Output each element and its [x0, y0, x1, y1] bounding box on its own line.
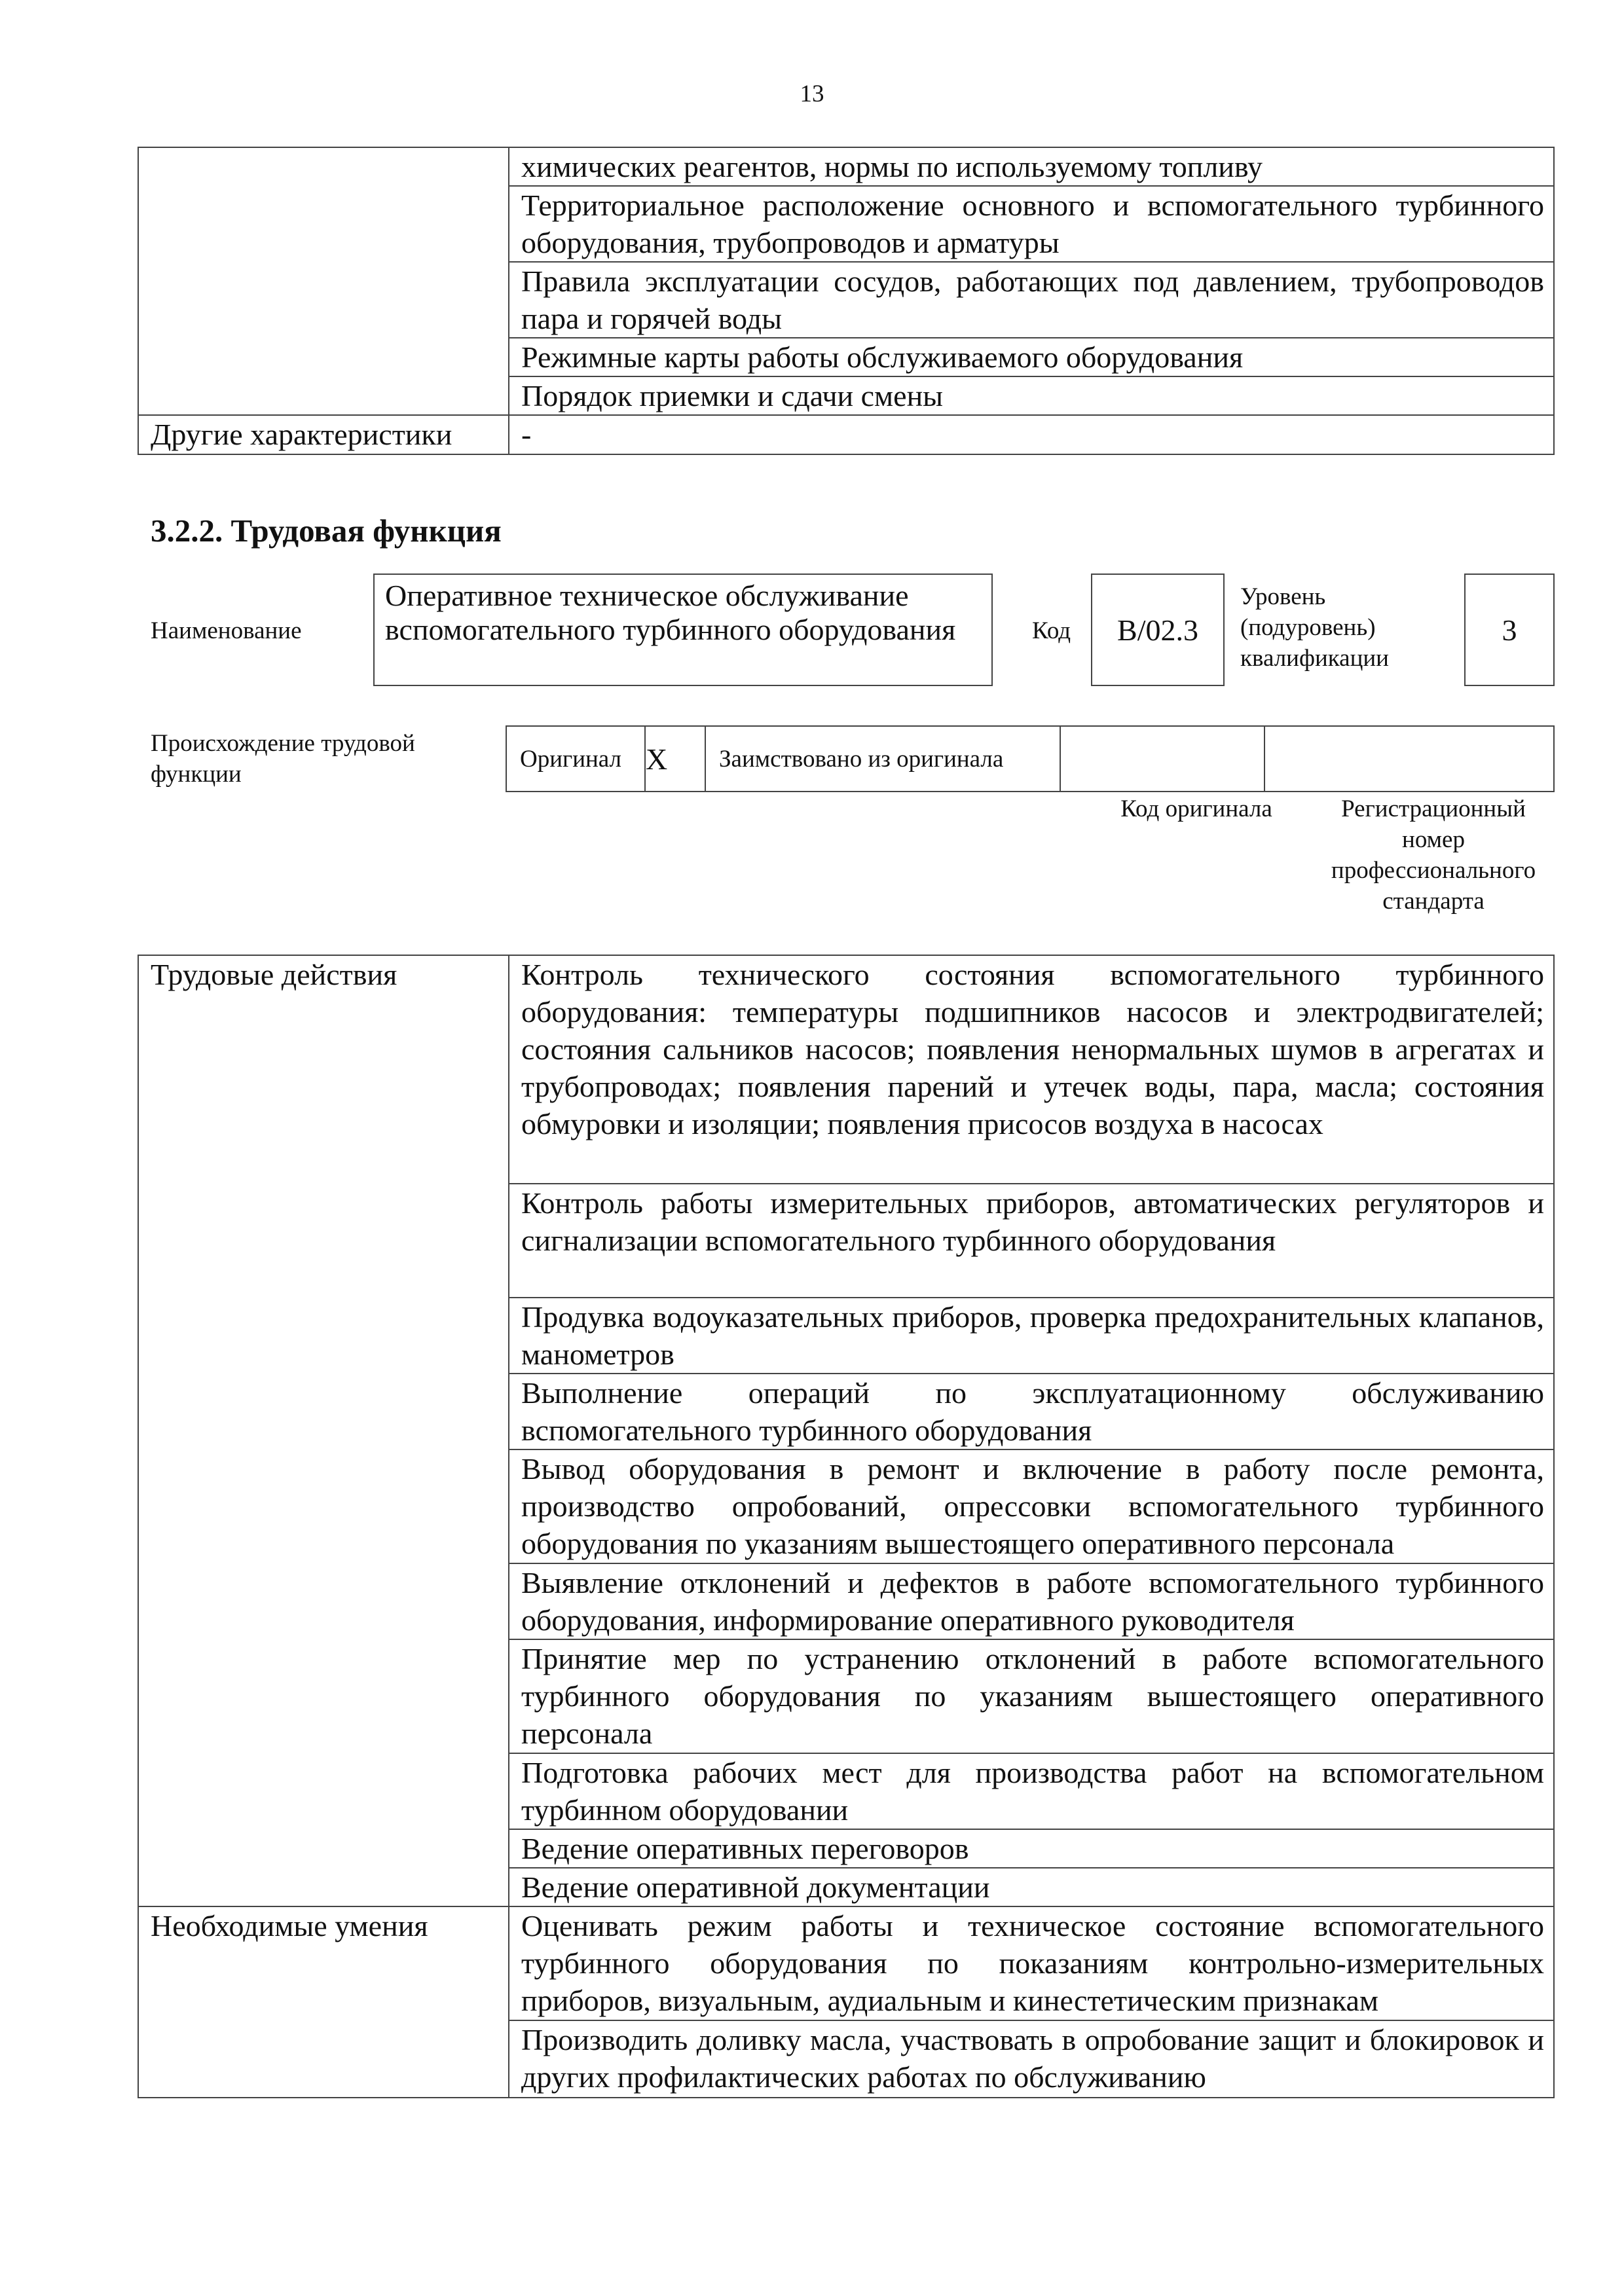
labor-action-item: Выявление отклонений и дефектов в работе вспомогательного турбинного оборудования, информирование оперативного руководителя	[509, 1563, 1554, 1639]
other-characteristics-label: Другие характеристики	[138, 415, 509, 454]
code-value-box	[1091, 574, 1225, 686]
code-label: Код	[1032, 617, 1071, 644]
required-skills-label: Необходимые умения	[138, 1906, 509, 2098]
labor-actions-label: Трудовые действия	[138, 955, 509, 1906]
knowledge-item: Правила эксплуатации сосудов, работающих под давлением, трубопроводов пара и горячей воды	[509, 262, 1554, 338]
knowledge-label-cell	[138, 147, 509, 415]
registration-number-value	[1264, 726, 1554, 792]
skill-item: Производить доливку масла, участвовать в опробование защит и блокировок и других профилактических работах по обслуживанию	[509, 2020, 1554, 2098]
page-number: 13	[800, 81, 824, 107]
original-mark: X	[645, 726, 705, 792]
level-value-box	[1464, 574, 1555, 686]
labor-action-item: Подготовка рабочих мест для производства работ на вспомогательном турбинном оборудовании	[509, 1753, 1554, 1829]
name-value: Оперативное техническое обслуживание вспомогательного турбинного оборудования	[385, 579, 956, 646]
section-title: 3.2.2. Трудовая функция	[151, 513, 502, 549]
level-value: 3	[1502, 613, 1517, 647]
knowledge-item: химических реагентов, нормы по используемому топливу	[509, 147, 1554, 186]
knowledge-table	[138, 147, 1555, 455]
original-code-value	[1060, 726, 1264, 792]
original-label: Оригинал	[506, 726, 645, 792]
labor-action-item: Вывод оборудования в ремонт и включение в работу после ремонта, производство опробований, опрессовки вспомогательного турбинного оборудования по указаниям вышестоящего оперативного персонала	[509, 1449, 1554, 1563]
name-value-box	[373, 574, 993, 686]
labor-action-item: Ведение оперативной документации	[509, 1868, 1554, 1906]
other-characteristics-value: -	[509, 415, 1554, 454]
functions-table	[138, 955, 1555, 2098]
knowledge-item: Территориальное расположение основного и вспомогательного турбинного оборудования, трубопроводов и арматуры	[509, 186, 1554, 262]
borrowed-label: Заимствовано из оригинала	[705, 726, 1060, 792]
origin-table	[506, 725, 1555, 792]
labor-action-item: Принятие мер по устранению отклонений в работе вспомогательного турбинного оборудования по указаниям вышестоящего оперативного персонала	[509, 1639, 1554, 1753]
labor-action-item: Продувка водоуказательных приборов, проверка предохранительных клапанов, манометров	[509, 1298, 1554, 1374]
labor-action-item: Контроль работы измерительных приборов, автоматических регуляторов и сигнализации вспомогательного турбинного оборудования	[509, 1184, 1554, 1298]
labor-action-item: Выполнение операций по эксплуатационному обслуживанию вспомогательного турбинного оборудования	[509, 1374, 1554, 1449]
name-label: Наименование	[151, 617, 302, 644]
labor-action-item: Контроль технического состояния вспомогательного турбинного оборудования: температуры подшипников насосов и электродвигателей; состояния сальников насосов; появления ненормальных шумов в агрегатах и трубопроводах; появления парений и утечек воды, пара, масла; состояния обмуровки и изоляции; появления присосов воздуха в насосах	[509, 955, 1554, 1184]
code-value: B/02.3	[1117, 613, 1198, 647]
knowledge-item: Порядок приемки и сдачи смены	[509, 376, 1554, 415]
knowledge-item: Режимные карты работы обслуживаемого оборудования	[509, 338, 1554, 376]
registration-caption: Регистрационный номер профессионального стандарта	[1331, 795, 1536, 915]
skill-item: Оценивать режим работы и техническое состояние вспомогательного турбинного оборудования по показаниям контрольно-измерительных приборов, визуальным, аудиальным и кинестетическим признакам	[509, 1906, 1554, 2020]
original-code-caption: Код оригинала	[1120, 795, 1272, 822]
labor-action-item: Ведение оперативных переговоров	[509, 1829, 1554, 1868]
origin-label: Происхождение трудовой функции	[151, 730, 415, 788]
level-label: Уровень (подуровень) квалификации	[1240, 583, 1389, 672]
